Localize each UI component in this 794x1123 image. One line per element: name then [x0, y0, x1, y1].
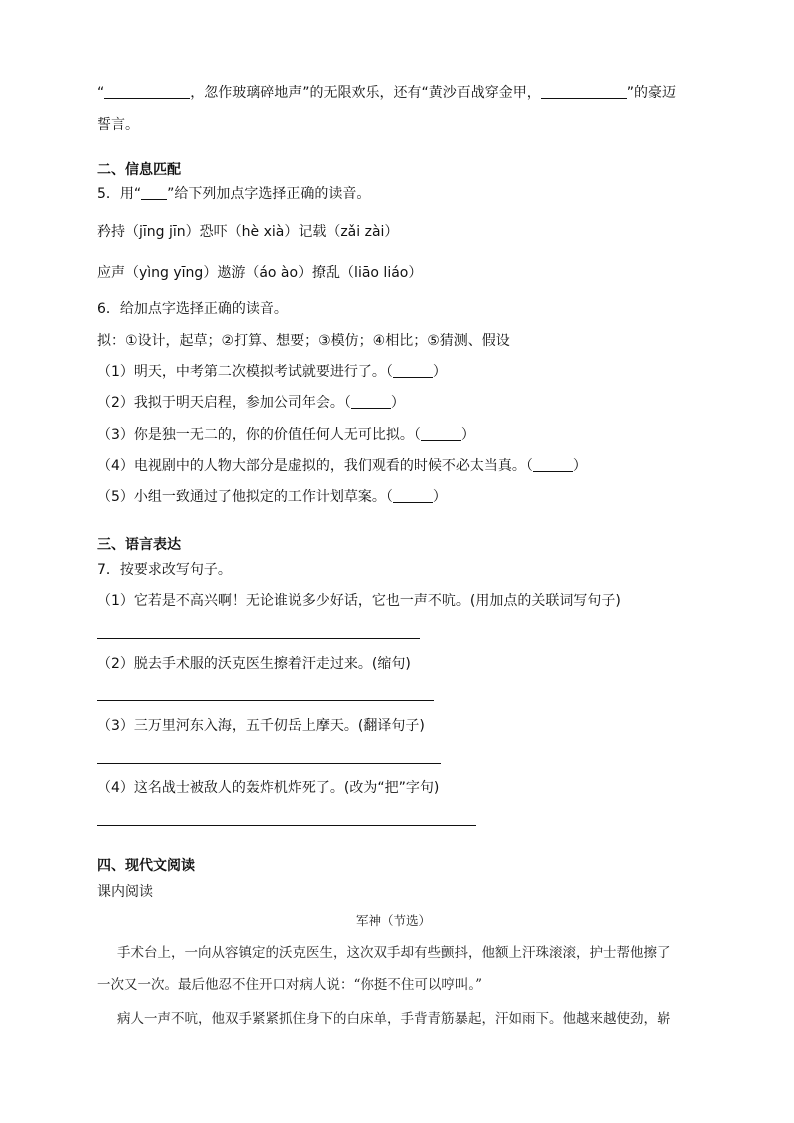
close-paren: ） — [432, 364, 447, 380]
quote-open: “ — [97, 85, 105, 101]
answer-blank[interactable] — [533, 457, 573, 472]
answer-line[interactable] — [97, 763, 441, 764]
question-6-stem: 6．给加点字选择正确的读音。 — [97, 301, 288, 317]
close-paren: ） — [432, 489, 447, 505]
q6-item-text: （4）电视剧中的人物大部分是虚拟的，我们观看的时候不必太当真。（ — [97, 458, 533, 474]
q5-text-2: ”给下列加点字选择正确的读音。 — [167, 186, 371, 202]
close-paren: ） — [390, 395, 405, 411]
essay-paragraph-1-line-1: 手术台上，一向从容镇定的沃克医生，这次双手却有些颤抖，他额上汗珠滚滚，护士帮他擦了 — [117, 945, 671, 961]
question-7-stem: 7．按要求改写句子。 — [97, 562, 232, 578]
answer-blank[interactable] — [421, 426, 461, 441]
section-3-title: 三、语言表达 — [97, 537, 181, 553]
fill-blank-line-2: 誓言。 — [97, 117, 139, 133]
q6-item-text: （2）我拟于明天启程，参加公司年会。（ — [97, 395, 351, 411]
essay-title: 军神（节选） — [356, 913, 432, 928]
answer-blank[interactable] — [104, 84, 190, 99]
q5-underline — [141, 185, 167, 200]
q6-item-text: （5）小组一致通过了他拟定的工作计划草案。（ — [97, 489, 393, 505]
q6-item-text: （1）明天，中考第二次模拟考试就要进行了。（ — [97, 364, 393, 380]
poem-text: ，忽作玻璃碎地声”的无限欢乐，还有“黄沙百战穿金甲， — [190, 85, 541, 101]
answer-blank[interactable] — [393, 363, 433, 378]
poem-text-end: ”的豪迈 — [626, 85, 677, 101]
question-6-definitions: 拟：①设计，起草；②打算、想要；③模仿；④相比；⑤猜测、假设 — [97, 333, 510, 349]
question-7-item: （3）三万里河东入海，五千仞岳上摩天。(翻译句子) — [97, 718, 425, 734]
answer-line[interactable] — [97, 825, 476, 826]
question-7-item: （1）它若是不高兴啊！无论谁说多少好话，它也一声不吭。(用加点的关联词写句子) — [97, 593, 621, 609]
question-7-item: （2）脱去手术服的沃克医生擦着汗走过来。(缩句) — [97, 656, 411, 672]
answer-blank[interactable] — [351, 394, 391, 409]
section-2-title: 二、信息匹配 — [97, 162, 181, 178]
answer-line[interactable] — [97, 638, 420, 639]
question-6-item — [97, 487, 447, 507]
question-5-row-1: 矜持（jīng jīn）恐吓（hè xià）记载（zǎi zài） — [97, 224, 399, 240]
answer-line[interactable] — [97, 700, 434, 701]
question-6-item — [97, 362, 447, 382]
q6-item-text: （3）你是独一无二的，你的价值任何人无可比拟。（ — [97, 427, 421, 443]
answer-blank[interactable] — [541, 84, 627, 99]
q5-text: 5．用“ — [97, 186, 142, 202]
question-5-row-2: 应声（yìng yīng）遨游（áo ào）撩乱（liāo liáo） — [97, 265, 423, 281]
fill-blank-line-1 — [97, 83, 676, 103]
section-4-title: 四、现代文阅读 — [97, 858, 195, 874]
question-7-item: （4）这名战士被敌人的轰炸机炸死了。(改为“把”字句) — [97, 780, 440, 796]
question-6-item — [97, 456, 587, 476]
answer-blank[interactable] — [393, 488, 433, 503]
question-5-stem — [97, 184, 370, 204]
question-6-item — [97, 425, 475, 445]
essay-paragraph-1-line-2: 一次又一次。最后他忍不住开口对病人说：“你挺不住可以哼叫。” — [97, 977, 483, 993]
close-paren: ） — [572, 458, 587, 474]
section-4-subtitle: 课内阅读 — [97, 884, 153, 900]
close-paren: ） — [460, 427, 475, 443]
question-6-item — [97, 393, 405, 413]
essay-paragraph-2-line-1: 病人一声不吭，他双手紧紧抓住身下的白床单，手背青筋暴起，汗如雨下。他越来越使劲，崭 — [117, 1011, 671, 1027]
